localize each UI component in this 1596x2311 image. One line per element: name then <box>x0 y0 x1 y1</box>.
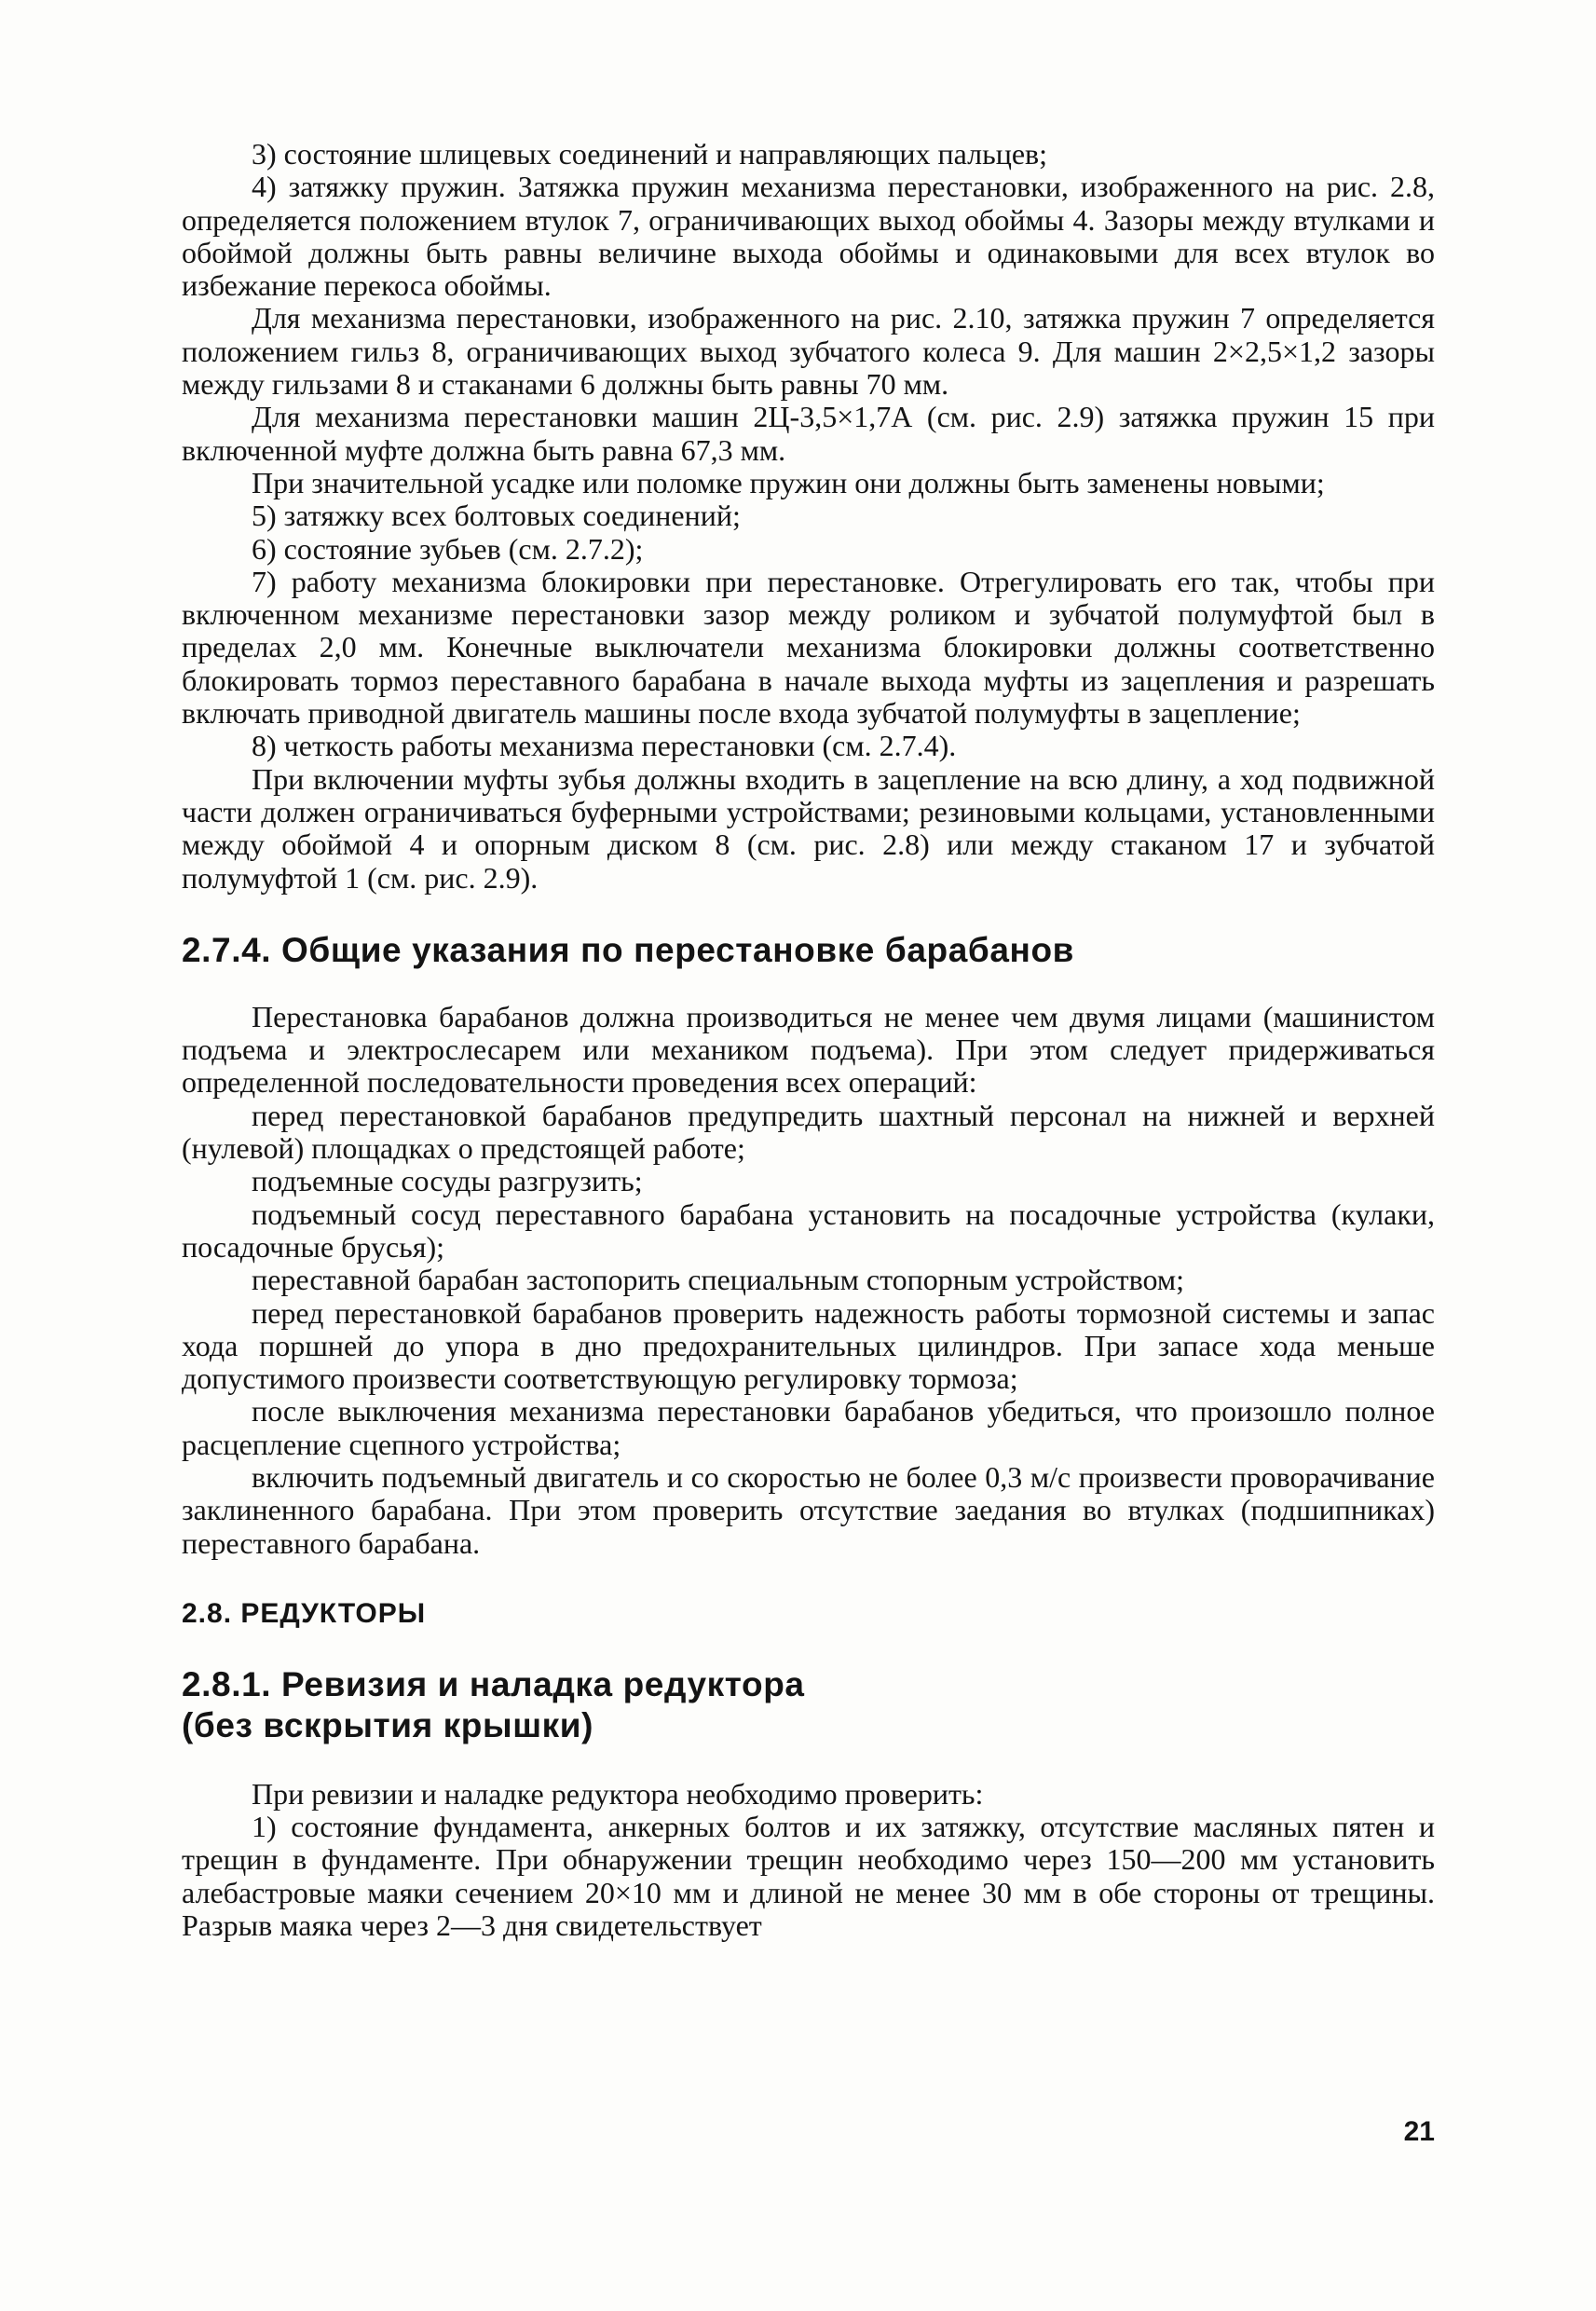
drum-relocation-instructions <box>182 1001 1435 1560</box>
paragraph: 1) состояние фундамента, анкерных болтов и их затяжку, отсутствие масляных пятен и трещин в фундаменте. При обнаружении трещин необходимо через 150—200 мм установить алебастровые маяки сечением 20×10 мм и длиной не менее 30 мм в обе стороны от трещины. Разрыв маяка через 2—3 дня свидетельствует <box>182 1810 1435 1943</box>
section-heading-2-8: 2.8. РЕДУКТОРЫ <box>182 1597 427 1629</box>
paragraph: перед перестановкой барабанов проверить надежность работы тормозной системы и запас хода поршней до упора в дно предохранительных цилиндров. При запасе хода меньше допустимого произвести соответствующую регулировку тормоза; <box>182 1295 1435 1396</box>
paragraph: после выключения механизма перестановки барабанов убедиться, что произошло полное расцепление сцепного устройства; <box>182 1394 1435 1461</box>
paragraph: При значительной усадке или поломке пружин они должны быть заменены новыми; <box>252 465 1325 499</box>
paragraph: Перестановка барабанов должна производиться не менее чем двумя лицами (машинистом подъема и электрослесарем или механиком подъема). При этом следует придерживаться определенной последовательности проведения всех операций: <box>182 999 1435 1100</box>
paragraph: подъемный сосуд переставного барабана установить на посадочные устройства (кулаки, посадочные брусья); <box>182 1197 1435 1264</box>
paragraph: 5) затяжку всех болтовых соединений; <box>252 499 741 533</box>
page-body <box>182 138 1435 1942</box>
gearbox-inspection-text <box>182 1778 1435 1942</box>
heading-2-8-1-line1: 2.8.1. Ревизия и наладка редуктора <box>182 1664 805 1703</box>
paragraph: подъемные сосуды разгрузить; <box>252 1164 643 1198</box>
paragraph: 3) состояние шлицевых соединений и направляющих пальцев; <box>252 137 1048 171</box>
page-number: 21 <box>1403 2116 1435 2147</box>
heading-2-8-1 <box>182 1664 1435 1746</box>
paragraph: 8) четкость работы механизма перестановки (см. 2.7.4). <box>252 729 957 763</box>
inspection-list-continued <box>182 138 1435 895</box>
paragraph: 7) работу механизма блокировки при перестановке. Отрегулировать его так, чтобы при включенном механизме перестановки зазор между роликом и зубчатой полумуфтой был в пределах 2,0 мм. Конечные выключатели механизма блокировки должны соответственно блокировать тормоз переставного барабана в начале выхода муфты из зацепления и разрешать включать приводной двигатель машины после входа зубчатой полумуфты в зацепление; <box>182 564 1435 731</box>
paragraph: Для механизма перестановки машин 2Ц-3,5×1,7А (см. рис. 2.9) затяжка пружин 15 при включенной муфте должна быть равна 67,3 мм. <box>182 400 1435 467</box>
paragraph: переставной барабан застопорить специальным стопорным устройством; <box>252 1263 1184 1297</box>
heading-2-7-4: 2.7.4. Общие указания по перестановке барабанов <box>182 930 1075 969</box>
paragraph: перед перестановкой барабанов предупредить шахтный персонал на нижней и верхней (нулевой) площадках о предстоящей работе; <box>182 1098 1435 1166</box>
paragraph: Для механизма перестановки, изображенного на рис. 2.10, затяжка пружин 7 определяется положением гильз 8, ограничивающих выход зубчатого колеса 9. Для машин 2×2,5×1,2 зазоры между гильзами 8 и стаканами 6 должны быть равны 70 мм. <box>182 301 1435 402</box>
paragraph: 6) состояние зубьев (см. 2.7.2); <box>252 531 644 566</box>
paragraph: 4) затяжку пружин. Затяжка пружин механизма перестановки, изображенного на рис. 2.8, определяется положением втулок 7, ограничивающих выход обоймы 4. Зазоры между втулками и обоймой должны быть равны величине выхода обоймы и одинаковыми для всех втулок во избежание перекоса обоймы. <box>182 170 1435 303</box>
heading-2-8-1-line2: (без вскрытия крышки) <box>182 1705 594 1744</box>
paragraph: включить подъемный двигатель и со скоростью не более 0,3 м/с произвести проворачивание заклиненного барабана. При этом проверить отсутствие заедания во втулках (подшипниках) переставного барабана. <box>182 1459 1435 1560</box>
paragraph: При ревизии и наладке редуктора необходимо проверить: <box>252 1776 984 1811</box>
paragraph: При включении муфты зубья должны входить в зацепление на всю длину, а ход подвижной части должен ограничиваться буферными устройствами; резиновыми кольцами, установленными между обоймой 4 и опорным диском 8 (см. рис. 2.8) или между стаканом 17 и зубчатой полумуфтой 1 (см. рис. 2.9). <box>182 761 1435 895</box>
